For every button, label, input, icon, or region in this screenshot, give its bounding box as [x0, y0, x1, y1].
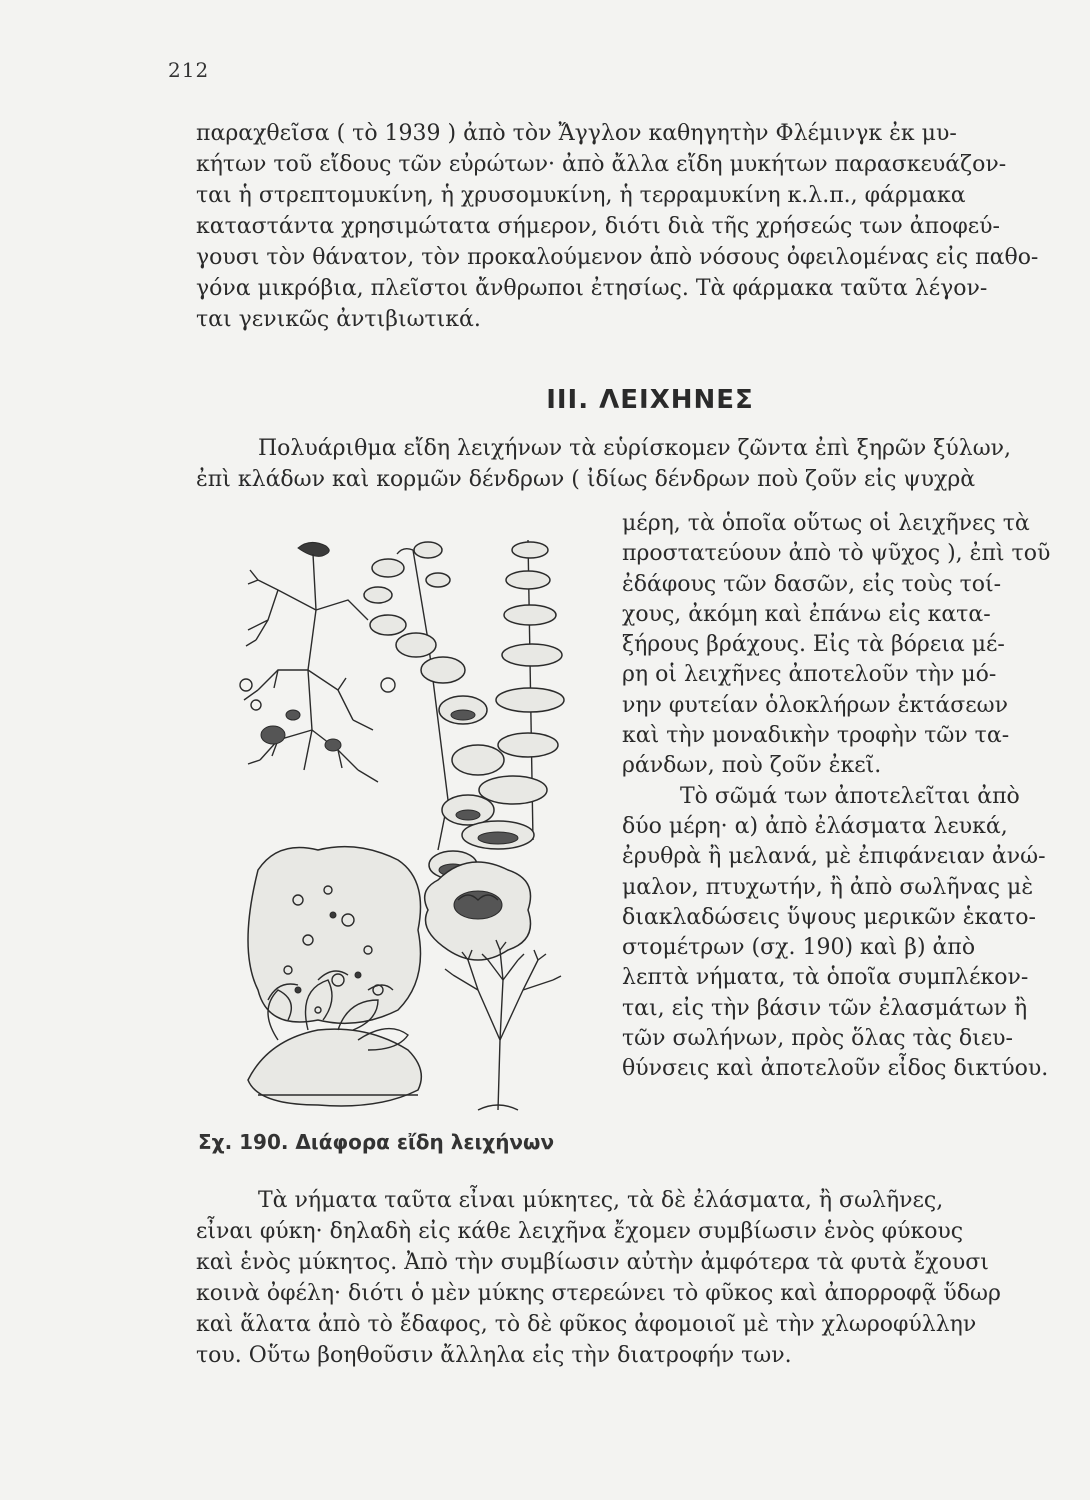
text-line: Τὸ σῶμά των ἀποτελεῖται ἀπὸ [680, 783, 1020, 809]
text-line: ἐπὶ κλάδων καὶ κορμῶν δένδρων ( ἰδίως δένδρων ποὺ ζοῦν εἰς ψυχρὰ [196, 467, 976, 492]
lichen-illustration [238, 520, 608, 1120]
text-line: Πολυάριθμα εἴδη λειχήνων τὰ εὑρίσκομεν ζῶντα ἐπὶ ξηρῶν ξύλων, [258, 436, 1012, 461]
figure-caption: Σχ. 190. Διάφορα εἴδη λειχήνων [198, 1130, 555, 1154]
text-line: καταστάντα χρησιμώτατα σήμερον, διότι διὰ τῆς χρήσεώς των ἀποφεύ- [196, 214, 1000, 239]
text-line: εἶναι φύκη· δηλαδὴ εἰς κάθε λειχῆνα ἔχομεν συμβίωσιν ἑνὸς φύκους [196, 1219, 964, 1244]
text-line: στομέτρων (σχ. 190) καὶ β) ἀπὸ [622, 935, 976, 961]
shrubby-lichen-drawing [445, 940, 561, 1110]
closing-paragraph [196, 1185, 1048, 1371]
text-line: καὶ ἑνὸς μύκητος. Ἀπὸ τὴν συμβίωσιν αὐτὴν ἀμφότερα τὰ φυτὰ ἔχουσι [196, 1250, 989, 1275]
lichen-intro-paragraph [196, 433, 1048, 495]
text-line: καὶ ἅλατα ἀπὸ τὸ ἔδαφος, τὸ δὲ φῦκος ἀφομοιοῖ μὲ τὴν χλωροφύλλην [196, 1312, 977, 1337]
page-number: 212 [168, 58, 210, 82]
text-line: μέρη, τὰ ὁποῖα οὕτως οἱ λειχῆνες τὰ [622, 511, 1030, 536]
text-line: καὶ τὴν μοναδικὴν τροφὴν τῶν τα- [622, 723, 1010, 749]
right-column-text [622, 509, 1052, 1085]
text-line: ται, εἰς τὴν βάσιν τῶν ἐλασμάτων ἢ [622, 995, 1028, 1021]
text-line: μαλον, πτυχωτήν, ἢ ἀπὸ σωλῆνας μὲ [622, 874, 1034, 900]
text-line: ράνδων, ποὺ ζοῦν ἐκεῖ. [622, 753, 882, 779]
text-line: διακλαδώσεις ὕψους μερικῶν ἑκατο- [622, 904, 1036, 930]
text-line: ται ἡ στρεπτομυκίνη, ἡ χρυσομυκίνη, ἡ τερραμυκίνη κ.λ.π., φάρμακα [196, 183, 966, 208]
text-line: Τὰ νήματα ταῦτα εἶναι μύκητες, τὰ δὲ ἐλάσματα, ἢ σωλῆνες, [258, 1188, 944, 1213]
text-line: νην φυτείαν ὁλοκλήρων ἐκτάσεων [622, 692, 1008, 718]
text-line: γουσι τὸν θάνατον, τὸν προκαλούμενον ἀπὸ νόσους ὀφειλομένας εἰς παθο- [196, 245, 1039, 270]
text-line: ρη οἱ λειχῆνες ἀποτελοῦν τὴν μό- [622, 662, 997, 688]
crustose-lichen-drawing [248, 847, 421, 1024]
foliose-lichen-drawing [425, 862, 531, 960]
text-line: προστατεύουν ἀπὸ τὸ ψῦχος ), ἐπὶ τοῦ [622, 541, 1051, 567]
text-line: ἐρυθρὰ ἢ μελανά, μὲ ἐπιφάνειαν ἀνώ- [622, 844, 1046, 870]
text-line: χους, ἀκόμη καὶ ἐπάνω εἰς κατα- [622, 601, 991, 627]
text-line: λεπτὰ νήματα, τὰ ὁποῖα συμπλέκον- [622, 965, 1029, 991]
text-line: θύνσεις καὶ ἀποτελοῦν εἶδος δικτύου. [622, 1056, 1049, 1082]
text-line: δύο μέρη· α) ἀπὸ ἐλάσματα λευκά, [622, 813, 1008, 839]
text-line: ξήρους βράχους. Εἰς τὰ βόρεια μέ- [622, 632, 1005, 658]
text-line: του. Οὕτω βοηθοῦσιν ἄλληλα εἰς τὴν διατροφήν των. [196, 1343, 792, 1368]
intro-paragraph [196, 118, 1048, 335]
text-line: ται γενικῶς ἀντιβιωτικά. [196, 307, 481, 332]
text-line: κοινὰ ὀφέλη· διότι ὁ μὲν μύκης στερεώνει τὸ φῦκος καὶ ἀπορροφᾷ ὕδωρ [196, 1281, 1001, 1306]
lichen-drawing-icon [238, 520, 608, 1120]
section-heading: III. ΛΕΙΧΗΝΕΣ [546, 385, 754, 415]
text-line: τῶν σωλήνων, πρὸς ὅλας τὰς διευ- [622, 1026, 1013, 1052]
branching-lichen-drawing [240, 542, 395, 782]
text-line: παραχθεῖσα ( τὸ 1939 ) ἀπὸ τὸν Ἄγγλον καθηγητὴν Φλέμινγκ ἐκ μυ- [196, 121, 957, 146]
text-line: ἐδάφους τῶν δασῶν, εἰς τοὺς τοί- [622, 571, 1002, 597]
text-line: κήτων τοῦ εἴδους τῶν εὐρώτων· ἀπὸ ἄλλα εἴδη μυκήτων παρασκευάζον- [196, 152, 1007, 177]
text-line: γόνα μικρόβια, πλεῖστοι ἄνθρωποι ἐτησίως. Τὰ φάρμακα ταῦτα λέγον- [196, 276, 988, 301]
